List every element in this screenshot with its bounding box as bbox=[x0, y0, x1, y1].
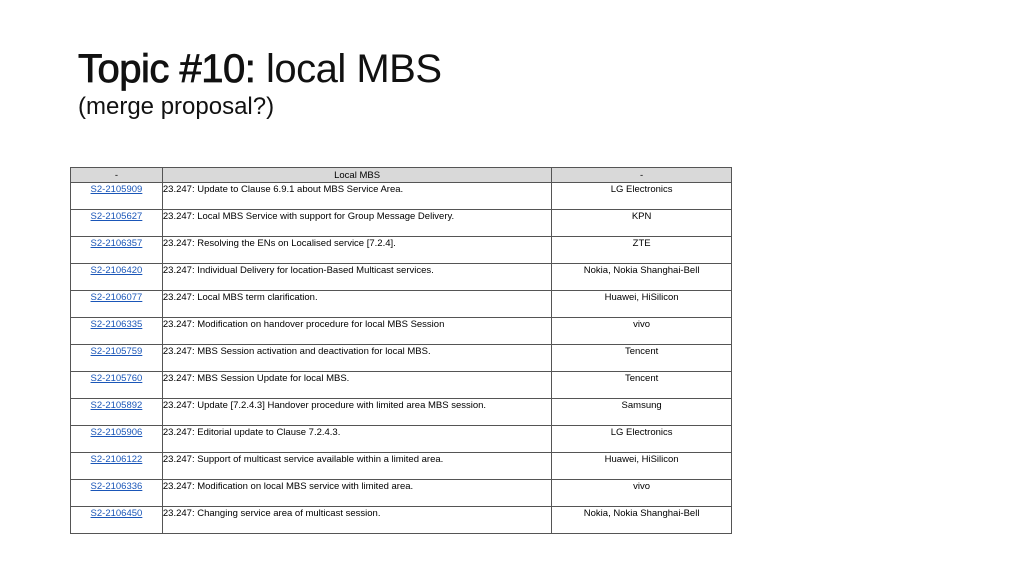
doc-source: KPN bbox=[552, 210, 732, 237]
doc-link[interactable]: S2-2106357 bbox=[90, 238, 143, 249]
doc-id-cell bbox=[71, 426, 163, 453]
doc-id-cell bbox=[71, 183, 163, 210]
doc-link[interactable]: S2-2105760 bbox=[90, 373, 143, 384]
doc-id-cell bbox=[71, 372, 163, 399]
doc-link[interactable]: S2-2105909 bbox=[90, 184, 143, 195]
doc-title: 23.247: Individual Delivery for location-Based Multicast services. bbox=[162, 264, 551, 291]
doc-id-cell bbox=[71, 480, 163, 507]
doc-source: Huawei, HiSilicon bbox=[552, 291, 732, 318]
table-row bbox=[71, 264, 732, 291]
doc-id-cell bbox=[71, 237, 163, 264]
doc-source: Huawei, HiSilicon bbox=[552, 453, 732, 480]
doc-id-cell bbox=[71, 318, 163, 345]
header-title: Local MBS bbox=[162, 168, 551, 183]
doc-title: 23.247: Local MBS term clarification. bbox=[162, 291, 551, 318]
doc-link[interactable]: S2-2105627 bbox=[90, 211, 143, 222]
doc-title: 23.247: MBS Session Update for local MBS. bbox=[162, 372, 551, 399]
title-topic: Topic #10: bbox=[78, 47, 256, 91]
doc-title: 23.247: Local MBS Service with support for Group Message Delivery. bbox=[162, 210, 551, 237]
title-block bbox=[78, 46, 442, 122]
doc-id-cell bbox=[71, 210, 163, 237]
header-id: - bbox=[71, 168, 163, 183]
doc-id-cell bbox=[71, 264, 163, 291]
doc-link[interactable]: S2-2106335 bbox=[90, 319, 143, 330]
doc-link[interactable]: S2-2106336 bbox=[90, 481, 143, 492]
header-source: - bbox=[552, 168, 732, 183]
table-row bbox=[71, 480, 732, 507]
doc-title: 23.247: Changing service area of multicast session. bbox=[162, 507, 551, 534]
table-header-row bbox=[71, 168, 732, 183]
doc-link[interactable]: S2-2106077 bbox=[90, 292, 143, 303]
doc-title: 23.247: Resolving the ENs on Localised service [7.2.4]. bbox=[162, 237, 551, 264]
table-row bbox=[71, 426, 732, 453]
doc-id-cell bbox=[71, 453, 163, 480]
page-subtitle: (merge proposal?) bbox=[78, 93, 275, 120]
doc-link[interactable]: S2-2106420 bbox=[90, 265, 143, 276]
doc-source: LG Electronics bbox=[552, 426, 732, 453]
table-row bbox=[71, 345, 732, 372]
doc-source: Tencent bbox=[552, 345, 732, 372]
page-title bbox=[78, 46, 442, 92]
doc-source: vivo bbox=[552, 318, 732, 345]
doc-id-cell bbox=[71, 291, 163, 318]
doc-title: 23.247: Update [7.2.4.3] Handover procedure with limited area MBS session. bbox=[162, 399, 551, 426]
doc-title: 23.247: MBS Session activation and deactivation for local MBS. bbox=[162, 345, 551, 372]
doc-title: 23.247: Modification on local MBS service with limited area. bbox=[162, 480, 551, 507]
table-row bbox=[71, 291, 732, 318]
doc-title: 23.247: Update to Clause 6.9.1 about MBS Service Area. bbox=[162, 183, 551, 210]
doc-link[interactable]: S2-2106450 bbox=[90, 508, 143, 519]
table-row bbox=[71, 372, 732, 399]
doc-title: 23.247: Support of multicast service available within a limited area. bbox=[162, 453, 551, 480]
doc-link[interactable]: S2-2105892 bbox=[90, 400, 143, 411]
doc-id-cell bbox=[71, 345, 163, 372]
doc-source: Samsung bbox=[552, 399, 732, 426]
table-row bbox=[71, 399, 732, 426]
table-row bbox=[71, 318, 732, 345]
doc-source: ZTE bbox=[552, 237, 732, 264]
doc-title: 23.247: Editorial update to Clause 7.2.4.3. bbox=[162, 426, 551, 453]
doc-title: 23.247: Modification on handover procedure for local MBS Session bbox=[162, 318, 551, 345]
doc-source: LG Electronics bbox=[552, 183, 732, 210]
doc-link[interactable]: S2-2105906 bbox=[90, 427, 143, 438]
table-row bbox=[71, 507, 732, 534]
table-row bbox=[71, 183, 732, 210]
doc-source: Tencent bbox=[552, 372, 732, 399]
doc-source: Nokia, Nokia Shanghai-Bell bbox=[552, 264, 732, 291]
contributions-table bbox=[70, 167, 732, 534]
table-row bbox=[71, 237, 732, 264]
table-row bbox=[71, 210, 732, 237]
table-row bbox=[71, 453, 732, 480]
doc-link[interactable]: S2-2105759 bbox=[90, 346, 143, 357]
doc-source: vivo bbox=[552, 480, 732, 507]
doc-source: Nokia, Nokia Shanghai-Bell bbox=[552, 507, 732, 534]
doc-id-cell bbox=[71, 507, 163, 534]
title-subject: local MBS bbox=[255, 47, 442, 91]
doc-link[interactable]: S2-2106122 bbox=[90, 454, 143, 465]
doc-id-cell bbox=[71, 399, 163, 426]
